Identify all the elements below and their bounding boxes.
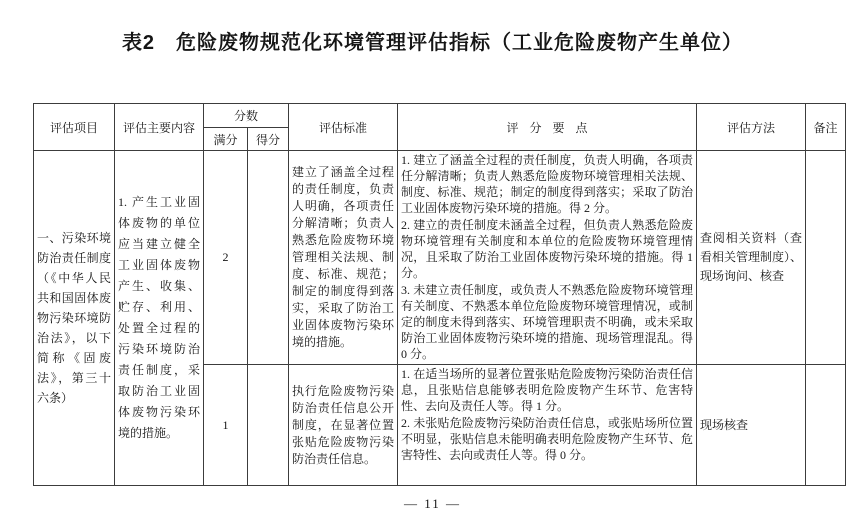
cell-full-score-1: 2 (204, 151, 248, 365)
scoring-point: 2. 未张贴危险废物污染防治责任信息，或张贴场所位置不明显，张贴信息未能明确表明危险废物产生环节、危害特性、去向或责任人等。得 0 分。 (401, 416, 694, 462)
col-header-obtained-score: 得分 (248, 128, 289, 151)
cell-scoring-points-1 (398, 151, 697, 365)
cell-obtained-score-2 (248, 365, 289, 486)
evaluation-table (33, 103, 846, 486)
cell-remark-2 (806, 365, 846, 486)
col-header-method: 评估方法 (697, 104, 806, 151)
cell-standard-1: 建立了涵盖全过程的责任制度，负责人明确，各项责任分解清晰；负责人熟悉危险废物环境管理相关法规、制度、标准、规范；制定的制度得到落实，采取了防治工业固体废物污染环境的措施。 (289, 151, 398, 365)
col-header-score-group: 分数 (204, 104, 289, 128)
col-header-standard: 评估标准 (289, 104, 398, 151)
cell-main-content: 1. 产生工业固体废物的单位应当建立健全工业固体废物产生、收集、贮存、利用、处置全过程的污染环境防治责任制度，采取防治工业固体废物污染环境的措施。 (115, 151, 204, 486)
cell-obtained-score-1 (248, 151, 289, 365)
cell-scoring-points-2 (398, 365, 697, 486)
cell-remark-1 (806, 151, 846, 365)
col-header-full-score: 满分 (204, 128, 248, 151)
col-header-content: 评估主要内容 (115, 104, 204, 151)
col-header-item: 评估项目 (34, 104, 115, 151)
scoring-point: 2. 建立的责任制度未涵盖全过程，但负责人熟悉危险废物环境管理有关制度和本单位的危险废物环境管理情况，且采取了防治工业固体废物污染环境的措施。得 1 分。 (401, 218, 694, 280)
cell-method-2: 现场核查 (697, 365, 806, 486)
page-number: — 11 — (403, 496, 462, 511)
scoring-point: 3. 未建立责任制度，或负责人不熟悉危险废物环境管理有关制度、不熟悉本单位危险废物环境管理情况，或制定的制度未得到落实、环境管理职责不明确，或未采取防治工业固体废物污染环境的措施、现场管理混乱。得 0 分。 (401, 283, 694, 361)
header-row-1 (34, 104, 846, 128)
col-header-points: 评分要点 (398, 104, 697, 151)
scoring-point: 1. 建立了涵盖全过程的责任制度，负责人明确，各项责任分解清晰；负责人熟悉危险废物环境管理相关法规、制度、标准、规范；制定的制度得到落实；采取了防治工业固体废物污染环境的措施。得 2 分。 (401, 153, 694, 215)
cell-standard-2: 执行危险废物污染防治责任信息公开制度，在显著位置张贴危险废物污染防治责任信息。 (289, 365, 398, 486)
scoring-point: 1. 在适当场所的显著位置张贴危险废物污染防治责任信息，且张贴信息能够表明危险废物产生环节、危害特性、去向及责任人等。得 1 分。 (401, 367, 694, 413)
table-row-1 (34, 151, 846, 365)
cell-evaluation-item: 一、污染环境防治责任制度（《中华人民共和国固体废物污染环境防治法》，以下简称《固废法》，第三十六条） (34, 151, 115, 486)
page-title: 表2 危险废物规范化环境管理评估指标（工业危险废物产生单位） (121, 32, 744, 54)
cell-full-score-2: 1 (204, 365, 248, 486)
col-header-remark: 备注 (806, 104, 846, 151)
cell-method-1: 查阅相关资料（查看相关管理制度）、现场询问、核查 (697, 151, 806, 365)
